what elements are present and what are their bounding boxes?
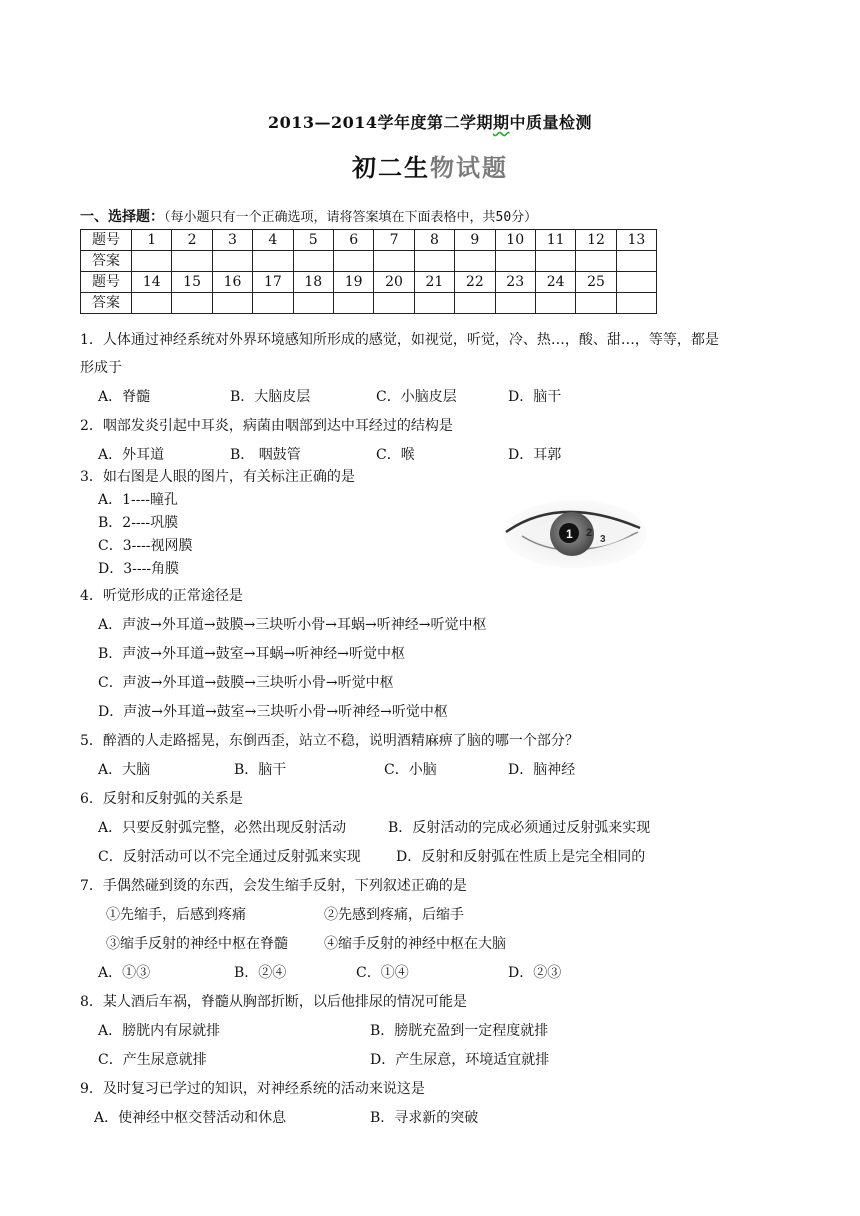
table-row [81,293,657,314]
option-a[interactable]: A．脊髓 [98,389,151,405]
question-6: 6．反射和反射弧的关系是 [80,791,243,807]
table-cell: 21 [414,272,454,293]
answer-cell[interactable] [132,251,172,272]
label-2: 2 [586,527,593,539]
table-cell: 24 [535,272,575,293]
table-cell: 8 [414,230,454,251]
section-heading: 一、选择题：（每小题只有一个正确选项，请将答案填在下面表格中，共50分） [80,209,538,225]
table-cell: 12 [576,230,616,251]
option-d[interactable]: D．反射和反射弧在性质上是完全相同的 [396,849,646,865]
option-c[interactable]: C．①④ [356,965,409,981]
answer-cell[interactable] [414,251,454,272]
table-cell: 25 [576,272,616,293]
option-a[interactable]: A．大脑 [98,762,151,778]
label-1: 1 [566,527,573,541]
answer-cell[interactable] [212,251,252,272]
option-d[interactable]: D．声波→外耳道→鼓室→三块听小骨→听神经→听觉中枢 [98,704,448,720]
statement-3: ③缩手反射的神经中枢在脊髓 [106,936,288,952]
answer-cell[interactable] [576,293,616,314]
answer-cell[interactable] [132,293,172,314]
table-cell: 1 [132,230,172,251]
table-cell: 20 [374,272,414,293]
statement-2: ②先感到疼痛，后缩手 [324,907,464,923]
question-8: 8．某人酒后车祸，脊髓从胸部折断，以后他排尿的情况可能是 [80,994,467,1010]
answer-cell[interactable] [576,251,616,272]
answer-cell[interactable] [455,293,495,314]
answer-cell[interactable] [374,251,414,272]
option-c[interactable]: C．3----视网膜 [98,538,193,554]
table-cell: 19 [333,272,373,293]
option-d[interactable]: D．产生尿意，环境适宜就排 [370,1052,550,1068]
answer-cell[interactable] [253,293,293,314]
option-d[interactable]: D．脑干 [508,389,562,405]
answer-cell[interactable] [333,293,373,314]
table-cell: 4 [253,230,293,251]
table-cell: 15 [172,272,212,293]
statement-4: ④缩手反射的神经中枢在大脑 [324,936,506,952]
answer-cell[interactable] [495,251,535,272]
option-a[interactable]: A．声波→外耳道→鼓膜→三块听小骨→耳蜗→听神经→听觉中枢 [98,617,487,633]
table-cell: 9 [455,230,495,251]
answer-cell[interactable] [374,293,414,314]
question-2: 2．咽部发炎引起中耳炎，病菌由咽部到达中耳经过的结构是 [80,418,453,434]
option-a[interactable]: A．只要反射弧完整，必然出现反射活动 [98,820,347,836]
table-row [81,272,657,293]
option-c[interactable]: C．小脑 [384,762,437,778]
option-c[interactable]: C．产生尿意就排 [98,1052,207,1068]
table-cell: 17 [253,272,293,293]
table-cell: 5 [293,230,333,251]
answer-cell[interactable] [293,293,333,314]
answer-cell[interactable] [455,251,495,272]
question-5: 5．醉酒的人走路摇晃，东倒西歪，站立不稳，说明酒精麻痹了脑的哪一个部分？ [80,733,579,749]
eye-diagram [500,492,650,572]
option-b[interactable]: B．寻求新的突破 [370,1110,479,1126]
question-9: 9．及时复习已学过的知识，对神经系统的活动来说这是 [80,1081,425,1097]
option-c[interactable]: C．小脑皮层 [376,389,457,405]
table-cell: 3 [212,230,252,251]
option-a[interactable]: A．使神经中枢交替活动和休息 [94,1110,287,1126]
table-cell: 10 [495,230,535,251]
option-d[interactable]: D．脑神经 [508,762,576,778]
table-cell: 11 [535,230,575,251]
question-7: 7．手偶然碰到烫的东西，会发生缩手反射，下列叙述正确的是 [80,878,467,894]
question-1: 1．人体通过神经系统对外界环境感知所形成的感觉，如视觉，听觉，冷、热…，酸、甜…，等等，都是 [80,332,719,348]
option-a[interactable]: A．①③ [98,965,151,981]
answer-cell[interactable] [495,293,535,314]
option-c[interactable]: C．声波→外耳道→鼓膜→三块听小骨→听觉中枢 [98,675,394,691]
question-3: 3．如右图是人眼的图片，有关标注正确的是 [80,469,355,485]
option-c[interactable]: C．反射活动可以不完全通过反射弧来实现 [98,849,361,865]
table-cell: 22 [455,272,495,293]
answer-table [80,229,657,314]
table-row [81,251,657,272]
exam-title: 2013—2014学年度第二学期期中质量检测 [267,113,593,132]
answer-cell[interactable] [333,251,373,272]
answer-cell[interactable] [293,251,333,272]
table-row [81,230,657,251]
option-c[interactable]: C．喉 [376,447,415,463]
question-4: 4．听觉形成的正常途径是 [80,588,243,604]
question-1-cont: 形成于 [80,360,122,376]
option-b[interactable]: B．声波→外耳道→鼓室→耳蜗→听神经→听觉中枢 [98,646,405,662]
answer-cell[interactable] [414,293,454,314]
option-b[interactable]: B． 咽鼓管 [230,447,301,463]
answer-cell[interactable] [212,293,252,314]
table-cell: 16 [212,272,252,293]
table-cell: 题号 [81,230,132,251]
table-cell: 23 [495,272,535,293]
answer-cell[interactable] [616,251,656,272]
answer-cell[interactable] [535,293,575,314]
statement-1: ①先缩手，后感到疼痛 [106,907,246,923]
spellcheck-underlined-text: 期 [493,113,510,132]
answer-cell[interactable] [616,293,656,314]
answer-cell[interactable] [535,251,575,272]
option-b[interactable]: B．2----巩膜 [98,515,179,531]
exam-subtitle: 初二生物试题 [352,153,508,182]
table-cell: 2 [172,230,212,251]
table-cell: 18 [293,272,333,293]
option-b[interactable]: B．反射活动的完成必须通过反射弧来实现 [388,820,651,836]
option-d[interactable]: D．②③ [508,965,562,981]
table-cell [616,272,656,293]
table-cell: 答案 [81,293,132,314]
option-a[interactable]: A．膀胱内有尿就排 [98,1023,221,1039]
table-cell: 题号 [81,272,132,293]
answer-cell[interactable] [253,251,293,272]
table-cell: 13 [616,230,656,251]
table-cell: 7 [374,230,414,251]
answer-cell[interactable] [172,251,212,272]
option-d[interactable]: D．耳郭 [508,447,562,463]
option-b[interactable]: B．膀胱充盈到一定程度就排 [370,1023,549,1039]
table-cell: 答案 [81,251,132,272]
option-b[interactable]: B．脑干 [234,762,287,778]
option-a[interactable]: A．1----瞳孔 [98,492,178,508]
option-b[interactable]: B．大脑皮层 [230,389,311,405]
table-cell: 6 [333,230,373,251]
label-3: 3 [600,534,606,545]
answer-cell[interactable] [172,293,212,314]
option-d[interactable]: D．3----角膜 [98,561,180,577]
option-b[interactable]: B．②④ [234,965,287,981]
table-cell: 14 [132,272,172,293]
option-a[interactable]: A．外耳道 [98,447,165,463]
